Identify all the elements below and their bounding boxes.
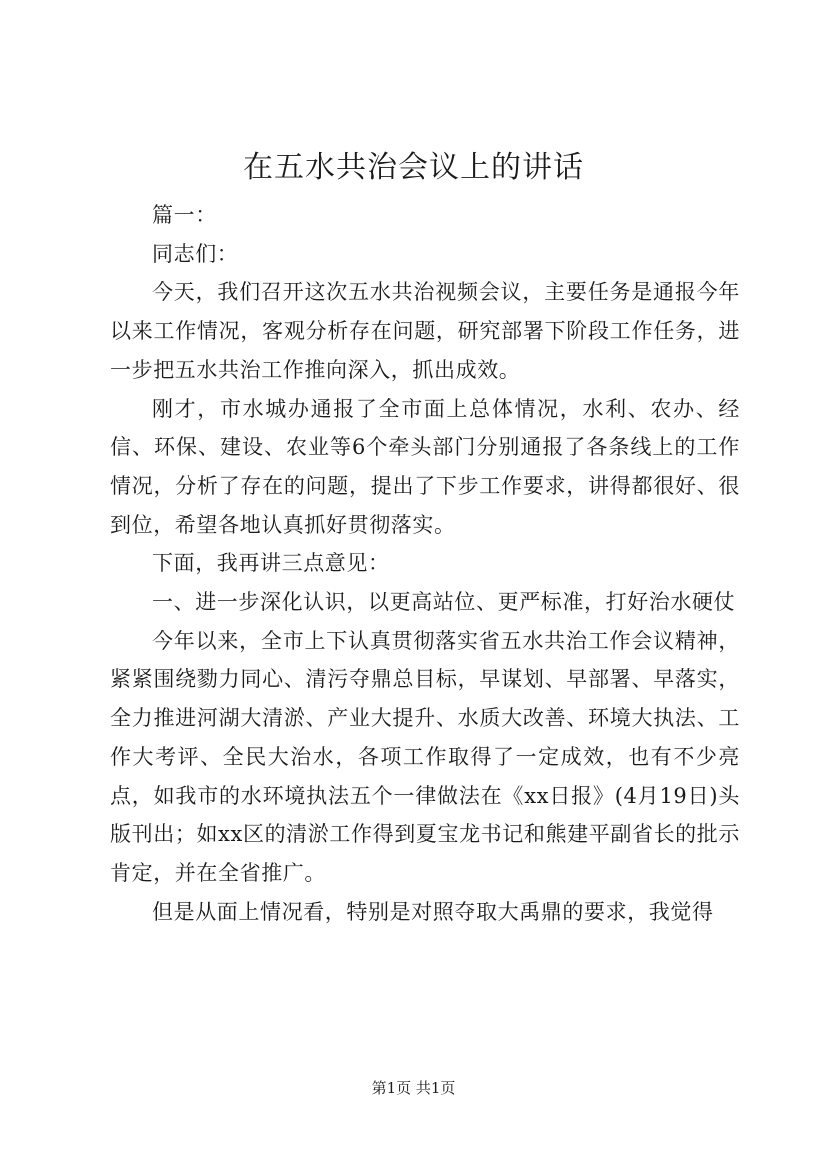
- paragraph-heading-one: 一、进一步深化认识，以更高站位、更严标准，打好治水硬仗: [152, 590, 736, 615]
- paragraph-intro: 今天，我们召开这次五水共治视频会议，主要任务是通报今年以来工作情况，客观分析存在问题，研究部署下阶段工作任务，进一步把五水共治工作推向深入，抓出成效。: [110, 280, 740, 382]
- document-body: [110, 196, 740, 931]
- paragraph-section-label: 篇一：: [152, 203, 217, 227]
- paragraph-three-points: 下面，我再讲三点意见：: [152, 551, 390, 576]
- paragraph-salutation: 同志们：: [152, 241, 239, 266]
- paragraph-reports: 刚才，市水城办通报了全市面上总体情况，水利、农办、经信、环保、建设、农业等6个牵头部门分别通报了各条线上的工作情况，分析了存在的问题，提出了下步工作要求，讲得都很好、很到位，希望各地认真抓好贯彻落实。: [110, 396, 740, 537]
- paragraph-progress: 今年以来，全市上下认真贯彻落实省五水共治工作会议精神，紧紧围绕勠力同心、清污夺鼎总目标，早谋划、早部署、早落实，全力推进河湖大清淤、产业大提升、水质大改善、环境大执法、工作大考评、全民大治水，各项工作取得了一定成效，也有不少亮点，如我市的水环境执法五个一律做法在《xx日报》(4月19日)头版刊出；如xx区的清淤工作得到夏宝龙书记和熊建平副省长的批示肯定，并在全省推广。: [110, 628, 740, 885]
- paragraph-however: 但是从面上情况看，特别是对照夺取大禹鼎的要求，我觉得: [152, 899, 714, 924]
- document-title: 在五水共治会议上的讲话: [243, 150, 584, 185]
- page-footer: 第1页 共1页: [371, 1079, 456, 1097]
